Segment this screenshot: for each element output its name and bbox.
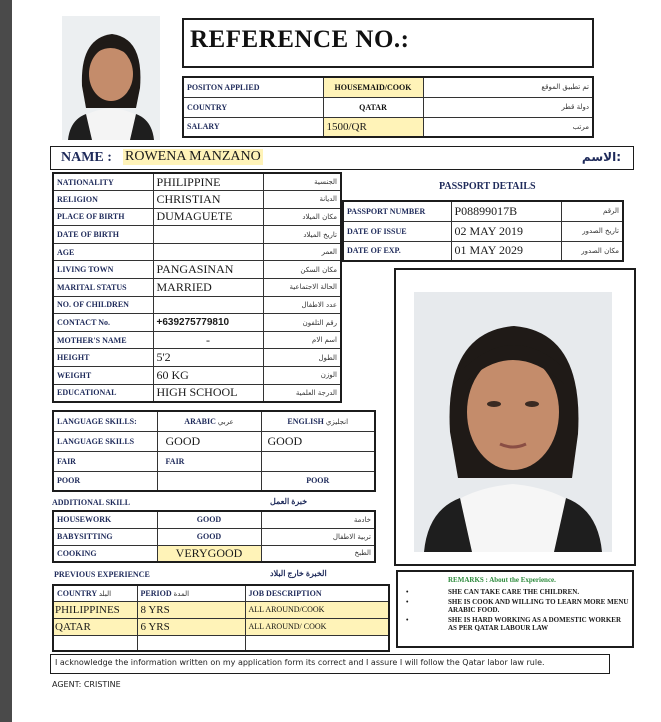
passport-label: DATE OF ISSUE bbox=[343, 221, 451, 241]
additional-row bbox=[53, 511, 375, 528]
english-label: ENGLISH bbox=[287, 416, 324, 426]
additional-value: GOOD bbox=[157, 511, 261, 528]
passport-ar: تاريخ الصدور bbox=[561, 221, 623, 241]
salary-ar: مرتب bbox=[423, 117, 593, 137]
additional-value: VERYGOOD bbox=[157, 545, 261, 562]
country-ar: دولة قطر bbox=[423, 97, 593, 117]
remarks-title: REMARKS : About the Experience. bbox=[448, 576, 556, 584]
name-ar: الاسم: bbox=[581, 150, 621, 164]
remarks-list bbox=[404, 588, 630, 634]
language-header-english bbox=[261, 411, 375, 431]
country-value: QATAR bbox=[323, 97, 423, 117]
remark-text: SHE CAN TAKE CARE THE CHILDREN. bbox=[448, 588, 580, 596]
experience-country: QATAR bbox=[53, 618, 137, 635]
personal-label: EDUCATIONAL bbox=[53, 384, 153, 402]
experience-heading-ar: الخبرة خارج البلاد bbox=[270, 569, 327, 578]
remark-item bbox=[404, 616, 630, 632]
additional-ar: تربية الاطفال bbox=[261, 528, 375, 545]
personal-row bbox=[53, 314, 341, 332]
language-row bbox=[53, 451, 375, 471]
application-form bbox=[12, 0, 661, 722]
personal-label: HEIGHT bbox=[53, 349, 153, 367]
personal-row bbox=[53, 279, 341, 297]
passport-value: P08899017B bbox=[451, 201, 561, 221]
experience-job: ALL AROUND/COOK bbox=[245, 601, 389, 618]
personal-value: CHRISTIAN bbox=[153, 191, 263, 209]
language-english: GOOD bbox=[261, 431, 375, 451]
personal-label: RELIGION bbox=[53, 191, 153, 209]
personal-ar: رقم التلفون bbox=[263, 314, 341, 332]
additional-skill-table bbox=[52, 510, 376, 563]
language-english bbox=[261, 451, 375, 471]
personal-label: DATE OF BIRTH bbox=[53, 226, 153, 244]
additional-row bbox=[53, 545, 375, 562]
personal-value: 5'2 bbox=[153, 349, 263, 367]
personal-row bbox=[53, 226, 341, 244]
personal-value: DUMAGUETE bbox=[153, 208, 263, 226]
salary-label: SALARY bbox=[183, 117, 323, 137]
personal-value: PHILIPPINE bbox=[153, 173, 263, 191]
personal-value: - bbox=[153, 331, 263, 349]
language-header-row bbox=[53, 411, 375, 431]
bullet-icon: • bbox=[406, 588, 409, 596]
personal-ar: عدد الاطفال bbox=[263, 296, 341, 314]
passport-row bbox=[343, 241, 623, 261]
remark-item bbox=[404, 588, 630, 596]
salary-value: 1500/QR bbox=[323, 117, 423, 137]
period-col-label: PERIOD bbox=[140, 588, 172, 598]
language-row bbox=[53, 471, 375, 491]
bullet-icon: • bbox=[406, 598, 409, 606]
remark-item bbox=[404, 598, 630, 614]
experience-empty bbox=[53, 635, 137, 651]
language-header-arabic bbox=[157, 411, 261, 431]
personal-label: AGE bbox=[53, 243, 153, 261]
remarks-box bbox=[396, 570, 634, 648]
experience-empty bbox=[137, 635, 245, 651]
passport-value: 01 MAY 2029 bbox=[451, 241, 561, 261]
personal-row bbox=[53, 367, 341, 385]
personal-ar: الوزن bbox=[263, 367, 341, 385]
personal-details-table bbox=[52, 172, 342, 403]
experience-row bbox=[53, 601, 389, 618]
personal-row bbox=[53, 384, 341, 402]
experience-col-job: JOB DESCRIPTION bbox=[245, 585, 389, 601]
personal-value: 60 KG bbox=[153, 367, 263, 385]
experience-col-country bbox=[53, 585, 137, 601]
remark-text: SHE IS HARD WORKING AS A DOMESTIC WORKER AS PER QATAR LABOUR LAW bbox=[448, 616, 622, 632]
personal-row bbox=[53, 208, 341, 226]
additional-label: COOKING bbox=[53, 545, 157, 562]
language-arabic: FAIR bbox=[157, 451, 261, 471]
passport-ar: مكان الصدور bbox=[561, 241, 623, 261]
country-col-ar: البلد bbox=[98, 589, 112, 598]
personal-row bbox=[53, 296, 341, 314]
language-skills-table bbox=[52, 410, 376, 492]
experience-col-period bbox=[137, 585, 245, 601]
personal-value: MARRIED bbox=[153, 279, 263, 297]
personal-row bbox=[53, 243, 341, 261]
name-bar bbox=[50, 146, 634, 170]
position-value: HOUSEMAID/COOK bbox=[323, 77, 423, 97]
passport-value: 02 MAY 2019 bbox=[451, 221, 561, 241]
additional-label: HOUSEWORK bbox=[53, 511, 157, 528]
position-label: POSITON APPLIED bbox=[183, 77, 323, 97]
experience-period: 6 YRS bbox=[137, 618, 245, 635]
passport-row bbox=[343, 221, 623, 241]
personal-ar: مكان السكن bbox=[263, 261, 341, 279]
language-label: POOR bbox=[53, 471, 157, 491]
personal-row bbox=[53, 173, 341, 191]
personal-value: +639275779810 bbox=[153, 314, 263, 332]
agent-name: AGENT: CRISTINE bbox=[52, 680, 121, 689]
period-col-ar: المدة bbox=[173, 589, 190, 598]
personal-ar: الجنسية bbox=[263, 173, 341, 191]
additional-ar: الطبخ bbox=[261, 545, 375, 562]
additional-heading-ar: خبرة العمل bbox=[270, 497, 308, 506]
experience-empty bbox=[245, 635, 389, 651]
experience-country: PHILIPPINES bbox=[53, 601, 137, 618]
page-title: REFERENCE NO.: bbox=[190, 26, 410, 53]
personal-ar: اسم الام bbox=[263, 331, 341, 349]
additional-row bbox=[53, 528, 375, 545]
language-row bbox=[53, 431, 375, 451]
passport-label: DATE OF EXP. bbox=[343, 241, 451, 261]
personal-value bbox=[153, 296, 263, 314]
passport-label: PASSPORT NUMBER bbox=[343, 201, 451, 221]
language-label: FAIR bbox=[53, 451, 157, 471]
position-table bbox=[182, 76, 594, 138]
personal-ar: العمر bbox=[263, 243, 341, 261]
personal-ar: تاريخ الميلاد bbox=[263, 226, 341, 244]
additional-ar: خادمة bbox=[261, 511, 375, 528]
personal-value: HIGH SCHOOL bbox=[153, 384, 263, 402]
passport-ar: الرقم bbox=[561, 201, 623, 221]
personal-value: PANGASINAN bbox=[153, 261, 263, 279]
passport-heading: PASSPORT DETAILS bbox=[439, 181, 536, 192]
personal-row bbox=[53, 331, 341, 349]
acknowledgement-text: I acknowledge the information written on my application form its correct and I assure I will follow the Qatar labor law rule. bbox=[55, 658, 545, 667]
experience-job: ALL AROUND/ COOK bbox=[245, 618, 389, 635]
additional-value: GOOD bbox=[157, 528, 261, 545]
additional-label: BABYSITTING bbox=[53, 528, 157, 545]
personal-label: LIVING TOWN bbox=[53, 261, 153, 279]
experience-table bbox=[52, 584, 390, 652]
name-value: ROWENA MANZANO bbox=[125, 149, 261, 164]
language-english: POOR bbox=[261, 471, 375, 491]
personal-ar: الحالة الاجتماعية bbox=[263, 279, 341, 297]
personal-label: NO. OF CHILDREN bbox=[53, 296, 153, 314]
personal-row bbox=[53, 191, 341, 209]
passport-row bbox=[343, 201, 623, 221]
name-label: NAME : bbox=[61, 150, 112, 165]
personal-label: MARITAL STATUS bbox=[53, 279, 153, 297]
experience-header-row bbox=[53, 585, 389, 601]
passport-table bbox=[342, 200, 624, 262]
applicant-photo-small bbox=[62, 16, 160, 140]
personal-ar: الطول bbox=[263, 349, 341, 367]
personal-label: CONTACT No. bbox=[53, 314, 153, 332]
personal-row bbox=[53, 261, 341, 279]
experience-row bbox=[53, 618, 389, 635]
remark-text: SHE IS COOK AND WILLING TO LEARN MORE MENU ARABIC FOOD. bbox=[448, 598, 629, 614]
acknowledgement-box bbox=[50, 654, 610, 674]
position-ar: تم تطبيق الموقع bbox=[423, 77, 593, 97]
personal-label: NATIONALITY bbox=[53, 173, 153, 191]
language-arabic: GOOD bbox=[157, 431, 261, 451]
personal-label: MOTHER'S NAME bbox=[53, 331, 153, 349]
language-label: LANGUAGE SKILLS bbox=[53, 431, 157, 451]
personal-ar: مكان الميلاد bbox=[263, 208, 341, 226]
country-label: COUNTRY bbox=[183, 97, 323, 117]
experience-empty-row bbox=[53, 635, 389, 651]
arabic-label-ar: عربي bbox=[217, 417, 234, 426]
experience-period: 8 YRS bbox=[137, 601, 245, 618]
experience-heading: PREVIOUS EXPERIENCE bbox=[54, 570, 150, 579]
personal-ar: الديانة bbox=[263, 191, 341, 209]
personal-value bbox=[153, 243, 263, 261]
applicant-photo-large bbox=[414, 292, 612, 552]
photo-frame bbox=[394, 268, 636, 566]
personal-row bbox=[53, 349, 341, 367]
reference-box bbox=[182, 18, 594, 68]
english-label-ar: انجليزي bbox=[325, 417, 349, 426]
bullet-icon: • bbox=[406, 616, 409, 624]
language-arabic bbox=[157, 471, 261, 491]
personal-ar: الدرجة العلمية bbox=[263, 384, 341, 402]
arabic-label: ARABIC bbox=[184, 416, 216, 426]
personal-value bbox=[153, 226, 263, 244]
language-header-label: LANGUAGE SKILLS: bbox=[53, 411, 157, 431]
personal-label: PLACE OF BIRTH bbox=[53, 208, 153, 226]
additional-heading: ADDITIONAL SKILL bbox=[52, 498, 131, 507]
country-col-label: COUNTRY bbox=[57, 588, 97, 598]
personal-label: WEIGHT bbox=[53, 367, 153, 385]
